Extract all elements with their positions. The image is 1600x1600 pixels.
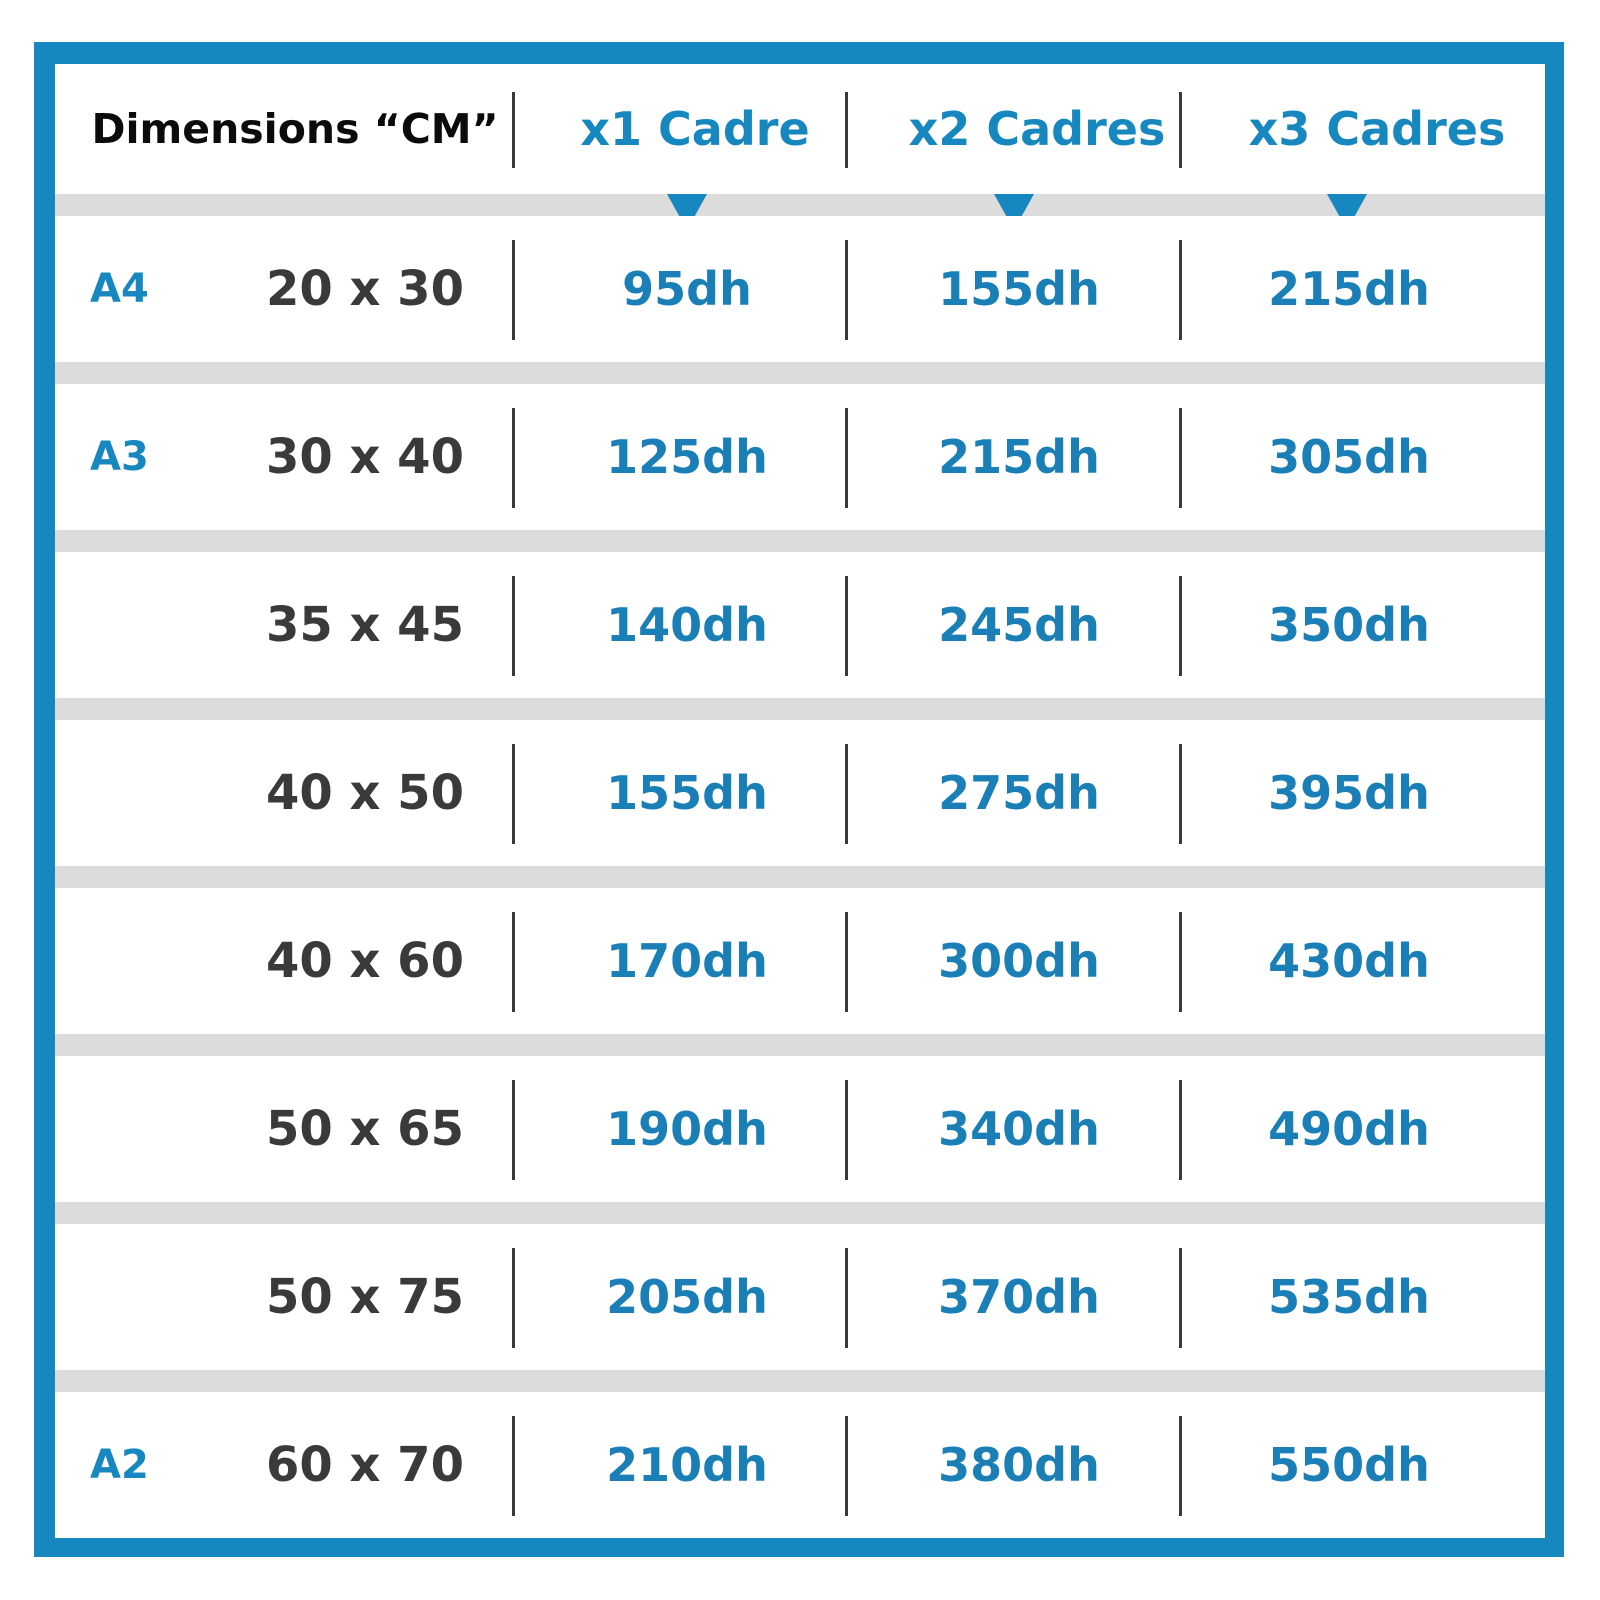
row-divider-bar — [55, 362, 1545, 384]
column-divider — [845, 92, 848, 168]
price-three-frames: 350dh — [1268, 598, 1430, 652]
frame-size: 35 x 45 — [266, 597, 464, 653]
price-one-frame: 95dh — [622, 262, 752, 316]
price-one-frame: 125dh — [606, 430, 768, 484]
column-divider — [845, 240, 848, 340]
price-two-frames: 215dh — [938, 430, 1100, 484]
price-two-frames: 245dh — [938, 598, 1100, 652]
column-divider — [845, 744, 848, 844]
column-divider — [512, 240, 515, 340]
table-row — [55, 720, 1545, 866]
column-divider — [845, 912, 848, 1012]
row-divider-bar — [55, 1034, 1545, 1056]
price-three-frames: 215dh — [1268, 262, 1430, 316]
column-divider — [512, 1080, 515, 1180]
column-divider — [845, 1416, 848, 1516]
column-divider — [845, 1080, 848, 1180]
price-three-frames: 550dh — [1268, 1438, 1430, 1492]
table-row — [55, 888, 1545, 1034]
row-divider-bar — [55, 1202, 1545, 1224]
frame-size: 40 x 60 — [266, 933, 464, 989]
column-divider — [512, 576, 515, 676]
price-two-frames: 370dh — [938, 1270, 1100, 1324]
price-two-frames: 275dh — [938, 766, 1100, 820]
price-one-frame: 170dh — [606, 934, 768, 988]
table-row — [55, 384, 1545, 530]
price-two-frames: 155dh — [938, 262, 1100, 316]
price-one-frame: 140dh — [606, 598, 768, 652]
frame-size: 20 x 30 — [266, 261, 464, 317]
price-three-frames: 490dh — [1268, 1102, 1430, 1156]
frame-size: 50 x 75 — [266, 1269, 464, 1325]
two-frames-header: x2 Cadres — [908, 102, 1166, 156]
price-one-frame: 190dh — [606, 1102, 768, 1156]
row-divider-bar — [55, 866, 1545, 888]
price-two-frames: 340dh — [938, 1102, 1100, 1156]
row-divider-bar — [55, 530, 1545, 552]
column-divider — [512, 744, 515, 844]
table-row — [55, 216, 1545, 362]
column-divider — [845, 1248, 848, 1348]
frame-size: 50 x 65 — [266, 1101, 464, 1157]
column-divider — [512, 408, 515, 508]
price-one-frame: 210dh — [606, 1438, 768, 1492]
frame-size: 60 x 70 — [266, 1437, 464, 1493]
paper-format-label: A4 — [90, 266, 149, 312]
table-row — [55, 1056, 1545, 1202]
column-divider — [845, 576, 848, 676]
table-header — [55, 64, 1545, 194]
column-divider — [845, 408, 848, 508]
table-row — [55, 1392, 1545, 1538]
price-two-frames: 300dh — [938, 934, 1100, 988]
price-two-frames: 380dh — [938, 1438, 1100, 1492]
frame-size: 30 x 40 — [266, 429, 464, 485]
paper-format-label: A2 — [90, 1442, 149, 1488]
price-three-frames: 535dh — [1268, 1270, 1430, 1324]
row-divider-bar — [55, 194, 1545, 216]
one-frame-header: x1 Cadre — [580, 102, 810, 156]
table-row — [55, 552, 1545, 698]
price-one-frame: 155dh — [606, 766, 768, 820]
frame-size: 40 x 50 — [266, 765, 464, 821]
table-row — [55, 1224, 1545, 1370]
column-divider — [1179, 92, 1182, 168]
column-divider — [512, 1248, 515, 1348]
dimensions-header: Dimensions “CM” — [91, 105, 499, 153]
price-three-frames: 430dh — [1268, 934, 1430, 988]
price-three-frames: 395dh — [1268, 766, 1430, 820]
column-divider — [512, 1416, 515, 1516]
price-one-frame: 205dh — [606, 1270, 768, 1324]
column-divider — [512, 912, 515, 1012]
row-divider-bar — [55, 698, 1545, 720]
price-three-frames: 305dh — [1268, 430, 1430, 484]
price-table — [55, 64, 1545, 1538]
row-divider-bar — [55, 1370, 1545, 1392]
three-frames-header: x3 Cadres — [1248, 102, 1506, 156]
paper-format-label: A3 — [90, 434, 149, 480]
column-divider — [512, 92, 515, 168]
